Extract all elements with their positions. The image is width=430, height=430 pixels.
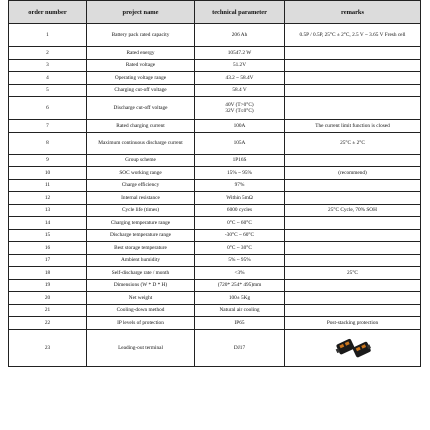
table-row [9, 254, 421, 267]
row-param: 100A [195, 120, 285, 133]
row-param: 0°C ~ 30°C [195, 242, 285, 255]
row-number: 12 [9, 192, 87, 205]
row-param: -30°C ~ 60°C [195, 229, 285, 242]
row-name: Rated charging current [87, 120, 195, 133]
row-name: Internal resistance [87, 192, 195, 205]
row-remark [285, 97, 421, 120]
row-remark: 25°C [285, 267, 421, 280]
row-number: 1 [9, 24, 87, 47]
row-param: 0°C ~ 60°C [195, 217, 285, 230]
row-number: 17 [9, 254, 87, 267]
row-name: SOC working range [87, 167, 195, 180]
row-remark: (recommend) [285, 167, 421, 180]
row-name: Leading-out terminal [87, 329, 195, 366]
table-row [9, 242, 421, 255]
row-number: 14 [9, 217, 87, 230]
row-number: 2 [9, 47, 87, 60]
param-line: 40V (T>0°C) [225, 102, 254, 108]
row-number: 20 [9, 292, 87, 305]
row-param: 5% ~ 95% [195, 254, 285, 267]
table-row [9, 24, 421, 47]
table-row [9, 72, 421, 85]
terminal-connector-icon [332, 333, 374, 363]
row-param: Natural air cooling [195, 304, 285, 317]
row-param: 206 Ah [195, 24, 285, 47]
table-row [9, 267, 421, 280]
table-row [9, 154, 421, 167]
row-number: 22 [9, 317, 87, 330]
row-name: Best storage temperature [87, 242, 195, 255]
table-row [9, 279, 421, 292]
row-number: 19 [9, 279, 87, 292]
row-remark [285, 72, 421, 85]
row-name: Cooling-down method [87, 304, 195, 317]
row-param: 58.4 V [195, 84, 285, 97]
row-name: Rated voltage [87, 59, 195, 72]
row-param: 1P16S [195, 154, 285, 167]
row-param: 10547.2 W [195, 47, 285, 60]
row-name: Dimensions (W * D * H) [87, 279, 195, 292]
row-name: IP levels of protection [87, 317, 195, 330]
row-remark [285, 242, 421, 255]
row-param: 15% ~ 95% [195, 167, 285, 180]
table-row [9, 204, 421, 217]
row-number: 10 [9, 167, 87, 180]
row-name: Charging cut-off voltage [87, 84, 195, 97]
row-name: Group scheme [87, 154, 195, 167]
row-name: Battery pack rated capacity [87, 24, 195, 47]
row-remark: 25°C Cycle, 70% SOH [285, 204, 421, 217]
row-number: 6 [9, 97, 87, 120]
row-remark [285, 279, 421, 292]
header-project-name: project name [87, 1, 195, 24]
row-remark [285, 59, 421, 72]
row-remark [285, 47, 421, 60]
header-technical-parameter: technical parameter [195, 1, 285, 24]
table-row [9, 304, 421, 317]
row-remark: 0.5P / 0.5P, 25°C ± 2°C, 2.5 V ~ 3.65 V Fresh cell [285, 24, 421, 47]
row-name: Rated energy [87, 47, 195, 60]
table-row [9, 84, 421, 97]
header-order-number: order number [9, 1, 87, 24]
row-name: Charge efficiency [87, 179, 195, 192]
header-row [9, 1, 421, 24]
row-remark [285, 304, 421, 317]
row-remark [285, 84, 421, 97]
table-row [9, 292, 421, 305]
row-number: 3 [9, 59, 87, 72]
row-remark [285, 179, 421, 192]
param-line: 32V (T≤0°C) [225, 108, 254, 114]
row-param: 43.2 ~ 58.4V [195, 72, 285, 85]
row-param: 105A [195, 132, 285, 154]
row-remark: Post-stacking protection [285, 317, 421, 330]
header-remarks: remarks [285, 1, 421, 24]
table-row [9, 120, 421, 133]
spec-table [8, 0, 421, 367]
table-row [9, 179, 421, 192]
row-remark [285, 217, 421, 230]
row-name: Self-discharge rate / month [87, 267, 195, 280]
row-param: 51.2V [195, 59, 285, 72]
row-remark [285, 329, 421, 366]
table-row [9, 217, 421, 230]
row-name: Cycle life (times) [87, 204, 195, 217]
table-row [9, 59, 421, 72]
row-number: 11 [9, 179, 87, 192]
row-name: Operating voltage range [87, 72, 195, 85]
row-param: <3% [195, 267, 285, 280]
row-name: Ambient humidity [87, 254, 195, 267]
row-number: 15 [9, 229, 87, 242]
row-number: 21 [9, 304, 87, 317]
row-remark [285, 229, 421, 242]
row-name: Maximum continuous discharge current [87, 132, 195, 154]
row-name: Discharge temperature range [87, 229, 195, 242]
row-number: 7 [9, 120, 87, 133]
row-remark: 25°C ± 2°C [285, 132, 421, 154]
row-remark [285, 254, 421, 267]
table-row [9, 229, 421, 242]
table-row [9, 317, 421, 330]
table-row [9, 47, 421, 60]
row-param: (720* 254* 495)mm [195, 279, 285, 292]
table-row [9, 97, 421, 120]
row-number: 5 [9, 84, 87, 97]
table-row [9, 132, 421, 154]
row-remark: The current limit function is closed [285, 120, 421, 133]
table-row [9, 329, 421, 366]
row-number: 8 [9, 132, 87, 154]
row-number: 18 [9, 267, 87, 280]
row-number: 4 [9, 72, 87, 85]
row-number: 16 [9, 242, 87, 255]
row-name: Net weight [87, 292, 195, 305]
row-param [195, 97, 285, 120]
row-remark [285, 192, 421, 205]
row-param: DJ17 [195, 329, 285, 366]
row-number: 9 [9, 154, 87, 167]
row-param: IP65 [195, 317, 285, 330]
row-param: 97% [195, 179, 285, 192]
row-param: 6000 cycles [195, 204, 285, 217]
row-param: Within 5mΩ [195, 192, 285, 205]
row-remark [285, 292, 421, 305]
table-row [9, 167, 421, 180]
row-param: 100± 5Kg [195, 292, 285, 305]
row-number: 13 [9, 204, 87, 217]
table-row [9, 192, 421, 205]
row-name: Charging temperature range [87, 217, 195, 230]
row-name: Discharge cut-off voltage [87, 97, 195, 120]
row-number: 23 [9, 329, 87, 366]
row-remark [285, 154, 421, 167]
